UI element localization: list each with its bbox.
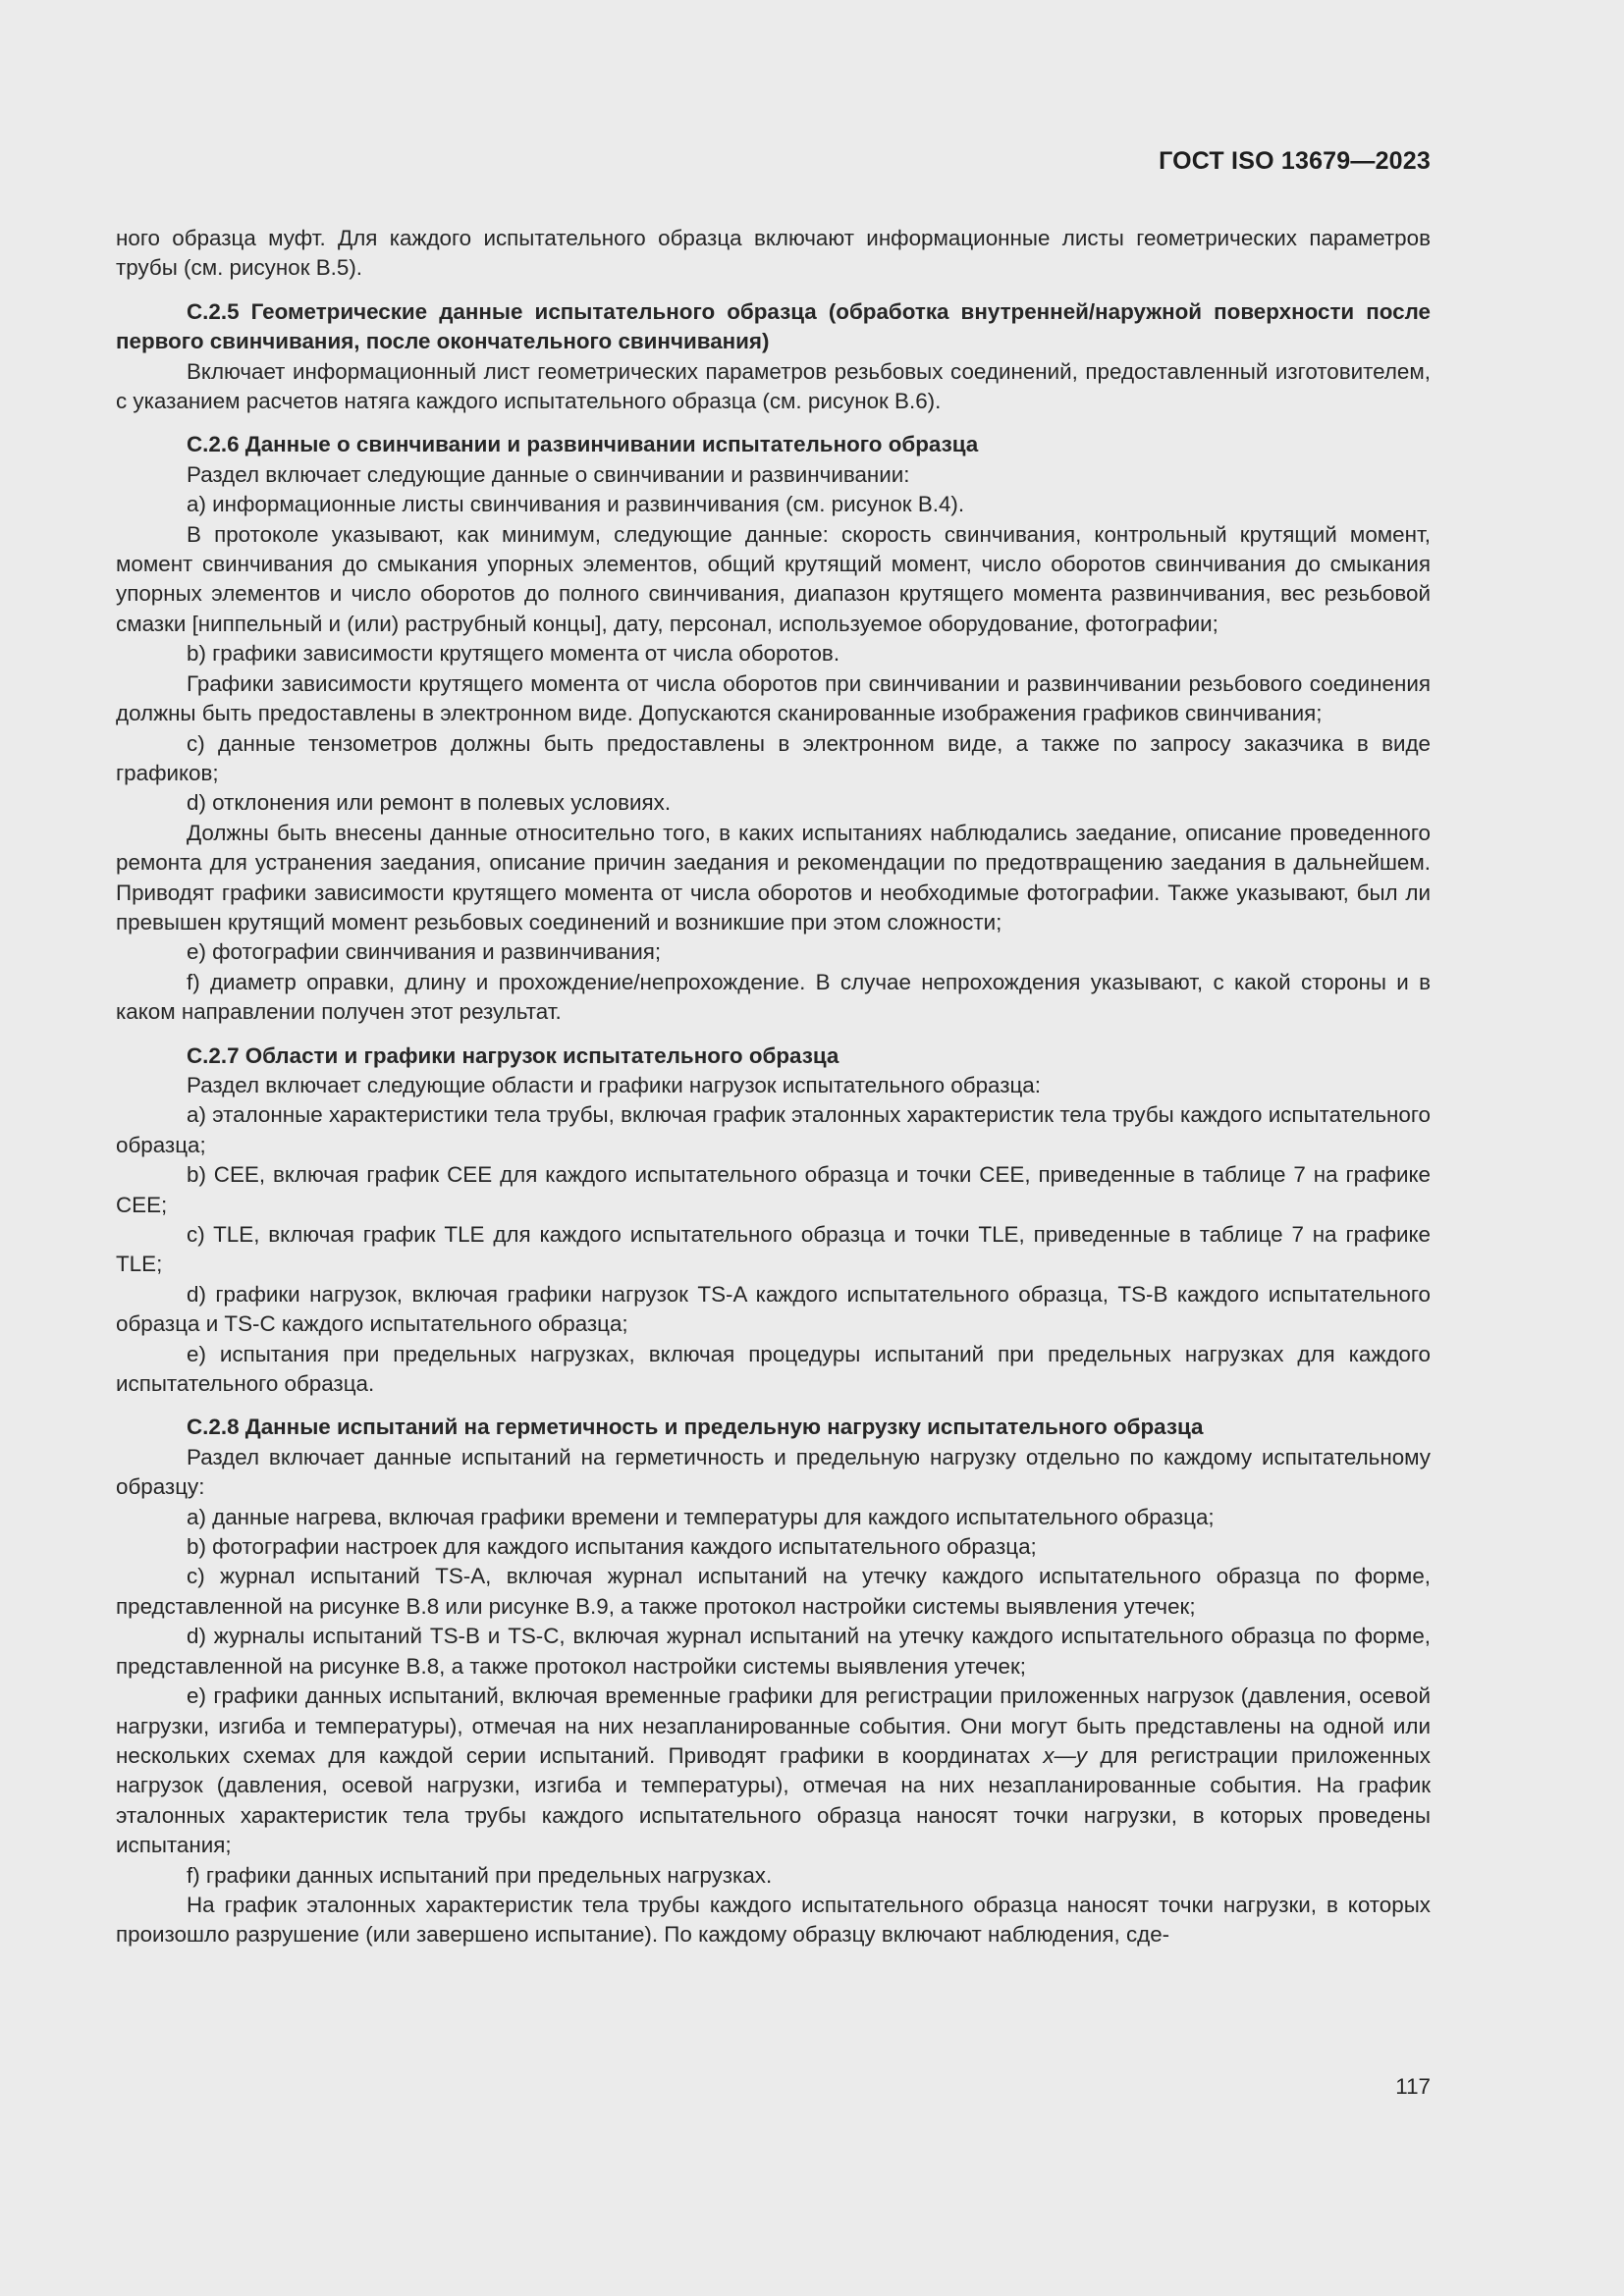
section-c26-item-c: c) данные тензометров должны быть предоставлены в электронном виде, а также по запросу заказчика в виде графиков; bbox=[116, 730, 1431, 785]
section-c25-heading: С.2.5 Геометрические данные испытательного образца (обработка внутренней/наружной поверхности после первого свинчивания, после окончательного свинчивания) bbox=[116, 298, 1431, 354]
section-c27-item-b: b) CEE, включая график CEE для каждого испытательного образца и точки CEE, приведенные в таблице 7 на графике CEE; bbox=[116, 1162, 1431, 1217]
section-c28-item-e bbox=[116, 1682, 1431, 1860]
item-e-text-after: для регистрации приложенных нагрузок (давления, осевой нагрузки, изгиба и температуры), отмечая на них незапланированные события. На график эталонных характеристик тела трубы каждого испытательного образца наносят точки нагрузки, в которых проведены испытания; bbox=[116, 1742, 1431, 1858]
section-c27-heading: С.2.7 Области и графики нагрузок испытательного образца bbox=[187, 1042, 839, 1068]
page-number: 117 bbox=[1395, 2074, 1431, 2099]
section-c26-item-e: e) фотографии свинчивания и развинчивания; bbox=[187, 939, 662, 965]
section-c27-item-e: e) испытания при предельных нагрузках, включая процедуры испытаний при предельных нагрузках для каждого испытательного образца. bbox=[116, 1341, 1431, 1397]
section-c28-intro: Раздел включает данные испытаний на герметичность и предельную нагрузку отдельно по каждому испытательному образцу: bbox=[116, 1444, 1431, 1500]
section-c26-heading: С.2.6 Данные о свинчивании и развинчивании испытательного образца bbox=[187, 432, 979, 457]
xy-coordinates: x—y bbox=[1043, 1742, 1088, 1768]
section-c26-item-d-text: Должны быть внесены данные относительно того, в каких испытаниях наблюдались заедание, описание проведенного ремонта для устранения заедания, описание причин заедания и рекомендации по предотвращению заедания в дальнейшем. Приводят графики зависимости крутящего момента от числа оборотов и необходимые фотографии. Также указывают, был ли превышен крутящий момент резьбовых соединений и возникшие при этом сложности; bbox=[116, 820, 1431, 934]
item-e-text-before: e) графики данных испытаний, включая временные графики для регистрации приложенных нагрузок (давления, осевой нагрузки, изгиба и температуры), отмечая на них незапланированные события. Они могут быть представлены на одной или нескольких схемах для каждой серии испытаний. Приводят графики в координатах bbox=[116, 1683, 1431, 1768]
page-body bbox=[116, 224, 1431, 1950]
section-c28-item-b: b) фотографии настроек для каждого испытания каждого испытательного образца; bbox=[187, 1534, 1037, 1560]
section-c28-item-c: c) журнал испытаний TS-A, включая журнал испытаний на утечку каждого испытательного образца по форме, представленной на рисунке B.8 или рисунке B.9, а также протокол настройки системы выявления утечек; bbox=[116, 1564, 1431, 1619]
section-c27-item-d: d) графики нагрузок, включая графики нагрузок TS-A каждого испытательного образца, TS-B каждого испытательного образца и TS-C каждого испытательного образца; bbox=[116, 1281, 1431, 1337]
section-c28-item-a: a) данные нагрева, включая графики времени и температуры для каждого испытательного образца; bbox=[187, 1504, 1215, 1529]
section-c26-item-b: b) графики зависимости крутящего момента от числа оборотов. bbox=[187, 641, 840, 667]
section-c26-item-f: f) диаметр оправки, длину и прохождение/непрохождение. В случае непрохождения указывают, с какой стороны и в каком направлении получен этот результат. bbox=[116, 969, 1431, 1025]
section-c26-intro: Раздел включает следующие данные о свинчивании и развинчивании: bbox=[187, 461, 910, 487]
section-c28-heading: С.2.8 Данные испытаний на герметичность и предельную нагрузку испытательного образца bbox=[187, 1415, 1204, 1440]
section-c25-text: Включает информационный лист геометрических параметров резьбовых соединений, предоставленный изготовителем, с указанием расчетов натяга каждого испытательного образца (см. рисунок B.6). bbox=[116, 358, 1431, 414]
section-c26-item-a: a) информационные листы свинчивания и развинчивания (см. рисунок B.4). bbox=[187, 492, 965, 517]
standard-header: ГОСТ ISO 13679—2023 bbox=[1159, 147, 1431, 175]
section-c26-item-d: d) отклонения или ремонт в полевых условиях. bbox=[187, 790, 672, 816]
paragraph-intro: ного образца муфт. Для каждого испытательного образца включают информационные листы геометрических параметров трубы (см. рисунок B.5). bbox=[116, 226, 1431, 281]
section-c28-item-f-text: На график эталонных характеристик тела трубы каждого испытательного образца наносят точки нагрузки, в которых произошло разрушение (или завершено испытание). По каждому образцу включают наблюдения, сде- bbox=[116, 1892, 1431, 1948]
section-c26-item-b-text: Графики зависимости крутящего момента от числа оборотов при свинчивании и развинчивании резьбового соединения должны быть предоставлены в электронном виде. Допускаются сканированные изображения графиков свинчивания; bbox=[116, 670, 1431, 726]
section-c28-item-d: d) журналы испытаний TS-B и TS-C, включая журнал испытаний на утечку каждого испытательного образца по форме, представленной на рисунке B.8, а также протокол настройки системы выявления утечек; bbox=[116, 1624, 1431, 1679]
section-c28-item-f: f) графики данных испытаний при предельных нагрузках. bbox=[187, 1862, 773, 1888]
section-c26-item-a-text: В протоколе указывают, как минимум, следующие данные: скорость свинчивания, контрольный крутящий момент, момент свинчивания до смыкания упорных элементов, общий крутящий момент, число оборотов свинчивания до смыкания упорных элементов и число оборотов до полного свинчивания, диапазон крутящего момента развинчивания, вес резьбовой смазки [ниппельный и (или) раструбный концы], дату, персонал, используемое оборудование, фотографии; bbox=[116, 521, 1431, 636]
section-c27-item-a: a) эталонные характеристики тела трубы, включая график эталонных характеристик тела трубы каждого испытательного образца; bbox=[116, 1102, 1431, 1157]
section-c27-item-c: c) TLE, включая график TLE для каждого испытательного образца и точки TLE, приведенные в таблице 7 на графике TLE; bbox=[116, 1222, 1431, 1277]
section-c27-intro: Раздел включает следующие области и графики нагрузок испытательного образца: bbox=[187, 1072, 1041, 1097]
